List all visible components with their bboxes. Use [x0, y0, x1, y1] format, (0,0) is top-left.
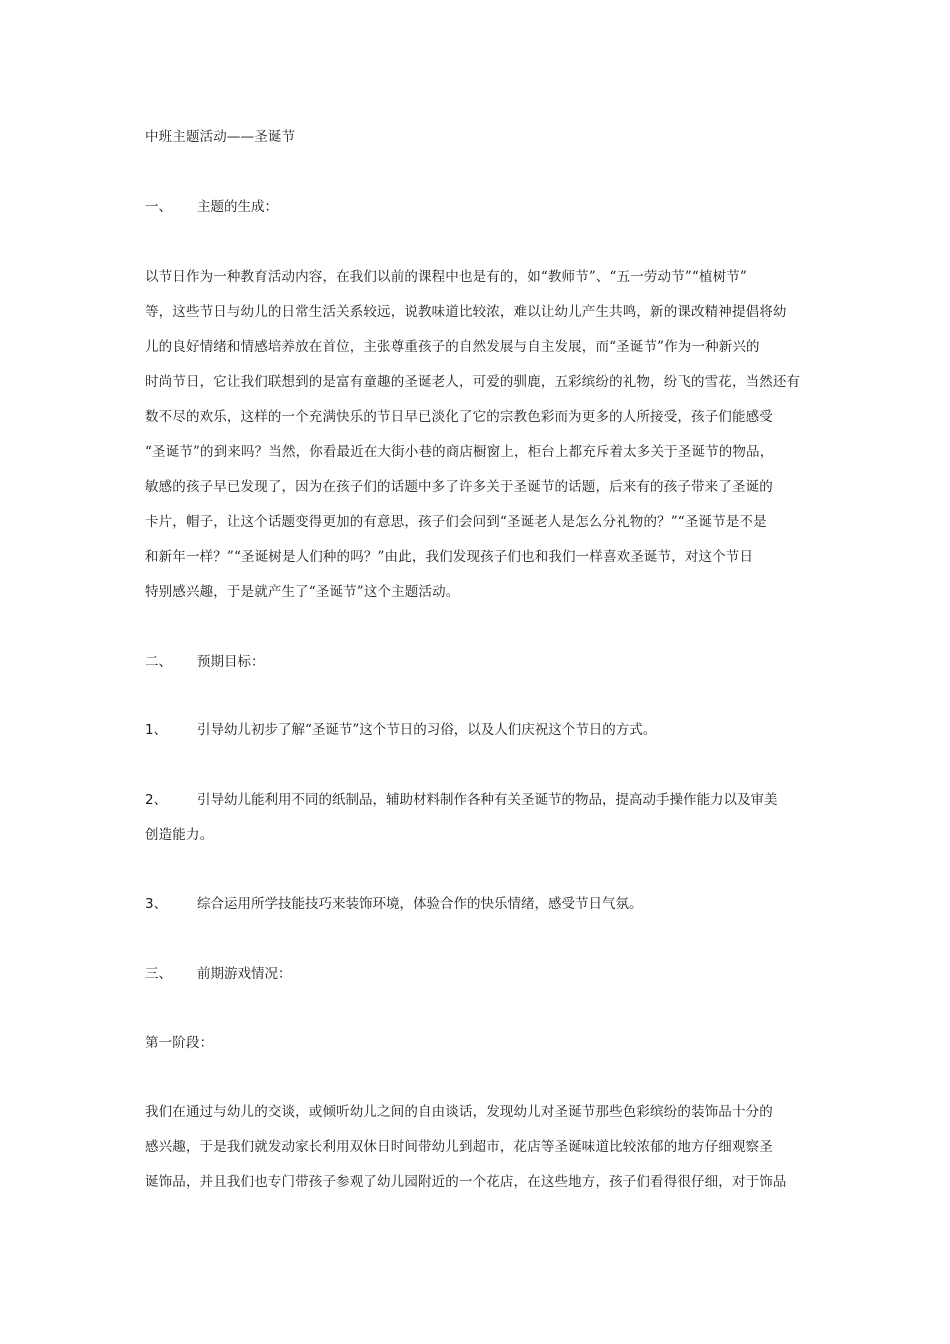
paragraph-line: 我们在通过与幼儿的交谈，或倾听幼儿之间的自由谈话，发现幼儿对圣诞节那些色彩缤纷的装饰品十分的 [145, 1104, 773, 1120]
section-2-heading-row [145, 652, 265, 672]
section-3-number: 三、 [145, 966, 172, 982]
paragraph-line: 以节日作为一种教育活动内容，在我们以前的课程中也是有的，如“教师节”、“五一劳动节”“植树节” [145, 269, 747, 285]
paragraph-line: “圣诞节”的到来吗？当然，你看最近在大街小巷的商店橱窗上，柜台上都充斥着太多关于圣诞节的物品， [145, 444, 774, 460]
section-2-heading: 预期目标： [197, 654, 265, 670]
paragraph-line: 卡片，帽子，让这个话题变得更加的有意思，孩子们会问到“圣诞老人是怎么分礼物的？”“圣诞节是不是 [145, 514, 767, 530]
paragraph-line: 感兴趣，于是我们就发动家长利用双休日时间带幼儿到超市，花店等圣诞味道比较浓郁的地方仔细观察圣 [145, 1139, 773, 1155]
goal-2 [145, 790, 778, 810]
paragraph-line: 诞饰品，并且我们也专门带孩子参观了幼儿园附近的一个花店，在这些地方，孩子们看得很仔细，对于饰品 [145, 1174, 787, 1190]
goal-1-number: 1、 [145, 722, 168, 738]
paragraph-line: 和新年一样？”“圣诞树是人们种的吗？”由此，我们发现孩子们也和我们一样喜欢圣诞节，对这个节日 [145, 549, 754, 565]
goal-1 [145, 720, 656, 740]
section-1-heading-row [145, 197, 278, 217]
goal-3 [145, 894, 643, 914]
goal-2-number: 2、 [145, 792, 168, 808]
section-1-heading: 主题的生成： [197, 199, 278, 215]
section-2-number: 二、 [145, 654, 172, 670]
goal-3-text: 综合运用所学技能技巧来装饰环境，体验合作的快乐情绪，感受节日气氛。 [197, 896, 643, 912]
section-3-heading: 前期游戏情况： [197, 966, 292, 982]
document-title: 中班主题活动——圣诞节 [145, 129, 296, 145]
section-3-heading-row [145, 964, 292, 984]
paragraph-line: 儿的良好情绪和情感培养放在首位，主张尊重孩子的自然发展与自主发展，而“圣诞节”作为一种新兴的 [145, 339, 760, 355]
paragraph-line: 敏感的孩子早已发现了，因为在孩子们的话题中多了许多关于圣诞节的话题，后来有的孩子带来了圣诞的 [145, 479, 773, 495]
goal-2-text: 引导幼儿能利用不同的纸制品，辅助材料制作各种有关圣诞节的物品，提高动手操作能力以及审美 [197, 792, 778, 808]
goal-2-continuation: 创造能力。 [145, 827, 214, 843]
paragraph-line: 特别感兴趣，于是就产生了“圣诞节”这个主题活动。 [145, 584, 460, 600]
goal-3-number: 3、 [145, 896, 168, 912]
section-1-number: 一、 [145, 199, 172, 215]
paragraph-line: 数不尽的欢乐，这样的一个充满快乐的节日早已淡化了它的宗教色彩而为更多的人所接受，孩子们能感受 [145, 409, 773, 425]
stage-label: 第一阶段： [145, 1035, 214, 1051]
paragraph-line: 等，这些节日与幼儿的日常生活关系较远，说教味道比较浓，难以让幼儿产生共鸣，新的课改精神提倡将幼 [145, 304, 787, 320]
paragraph-line: 时尚节日，它让我们联想到的是富有童趣的圣诞老人，可爱的驯鹿，五彩缤纷的礼物，纷飞的雪花，当然还有 [145, 374, 801, 390]
goal-1-text: 引导幼儿初步了解“圣诞节”这个节日的习俗，以及人们庆祝这个节日的方式。 [197, 722, 657, 738]
